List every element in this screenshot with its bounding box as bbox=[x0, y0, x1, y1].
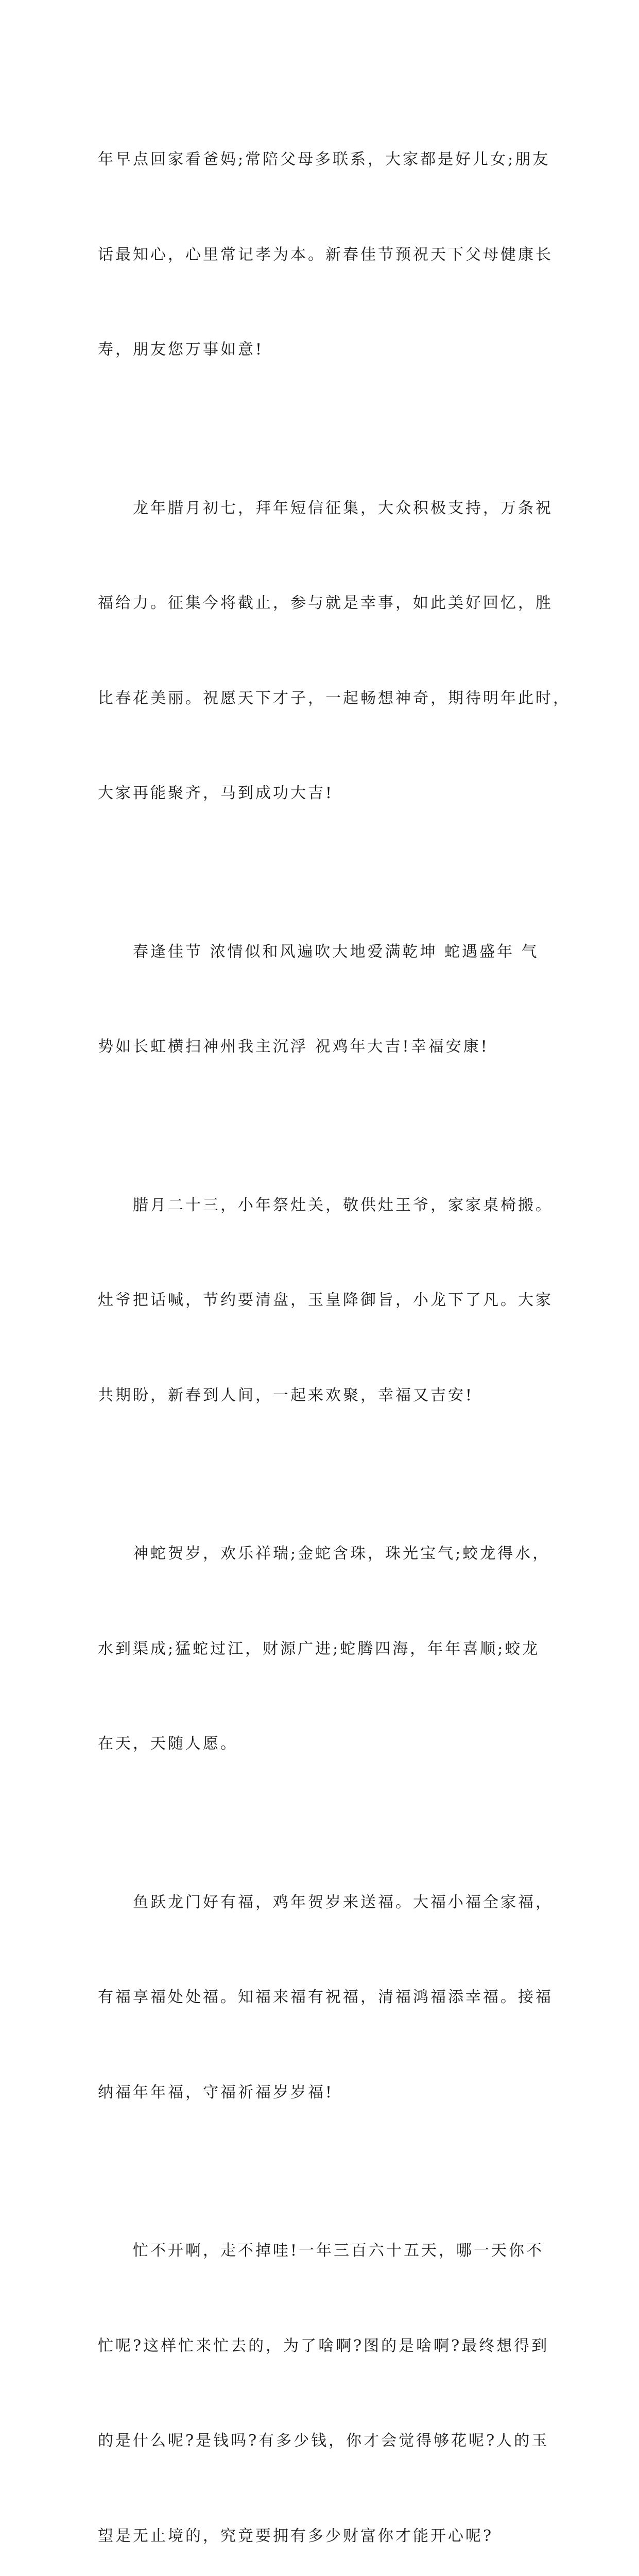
text-line: 年早点回家看爸妈;常陪父母多联系，大家都是好儿女;朋友 bbox=[98, 150, 550, 168]
text-line: 有福享福处处福。知福来福有祝福，清福鸿福添幸福。接福 bbox=[98, 1988, 553, 2006]
text-line: 腊月二十三，小年祭灶关，敬供灶王爷，家家桌椅搬。 bbox=[98, 1196, 553, 1214]
text-line: 的是什么呢?是钱吗?有多少钱，你才会觉得够花呢?人的玉 bbox=[98, 2432, 549, 2450]
text-line: 共期盼，新春到人间，一起来欢聚，幸福又吉安! bbox=[98, 1386, 474, 1404]
paragraph-5 bbox=[98, 1475, 551, 1823]
text-line: 话最知心，心里常记孝为本。新春佳节预祝天下父母健康长 bbox=[98, 245, 553, 264]
text-line: 望是无止境的，究竟要拥有多少财富你才能开心呢? bbox=[98, 2527, 494, 2545]
text-line: 鱼跃龙门好有福，鸡年贺岁来送福。大福小福全家福， bbox=[98, 1893, 553, 1911]
text-line: 比春花美丽。祝愿天下才子，一起畅想神奇，期待明年此时， bbox=[98, 689, 571, 707]
paragraph-6 bbox=[98, 1823, 551, 2172]
text-line: 福给力。征集今将截止，参与就是幸事，如此美好回忆，胜 bbox=[98, 594, 553, 612]
text-line: 在天，天随人愿。 bbox=[98, 1735, 238, 1753]
text-line: 大家再能聚齐，马到成功大吉! bbox=[98, 784, 334, 802]
paragraph-7 bbox=[98, 2172, 551, 2576]
text-line: 势如长虹横扫神州我主沉浮 祝鸡年大吉!幸福安康! bbox=[98, 1038, 489, 1056]
document-body bbox=[98, 80, 571, 2576]
text-line: 神蛇贺岁，欢乐祥瑞;金蛇含珠，珠光宝气;蛟龙得水， bbox=[98, 1545, 550, 1563]
text-line: 寿，朋友您万事如意! bbox=[98, 341, 264, 359]
text-line: 龙年腊月初七，拜年短信征集，大众积极支持，万条祝 bbox=[98, 499, 553, 517]
paragraph-2 bbox=[98, 429, 571, 873]
paragraph-1 bbox=[98, 80, 551, 429]
text-line: 忙呢?这样忙来忙去的，为了啥啊?图的是啥啊?最终想得到 bbox=[98, 2336, 549, 2355]
text-line: 水到渠成;猛蛇过江，财源广进;蛇腾四海，年年喜顺;蛟龙 bbox=[98, 1639, 540, 1658]
paragraph-3 bbox=[98, 873, 551, 1126]
text-line: 纳福年年福，守福祈福岁岁福! bbox=[98, 2083, 334, 2102]
text-line: 春逢佳节 浓情似和风遍吹大地爱满乾坤 蛇遇盛年 气 bbox=[98, 942, 539, 961]
text-line: 忙不开啊，走不掉哇!一年三百六十五天，哪一天你不 bbox=[98, 2242, 544, 2260]
paragraph-4 bbox=[98, 1126, 551, 1475]
text-line: 灶爷把话喊，节约要清盘，玉皇降御旨，小龙下了凡。大家 bbox=[98, 1291, 553, 1309]
